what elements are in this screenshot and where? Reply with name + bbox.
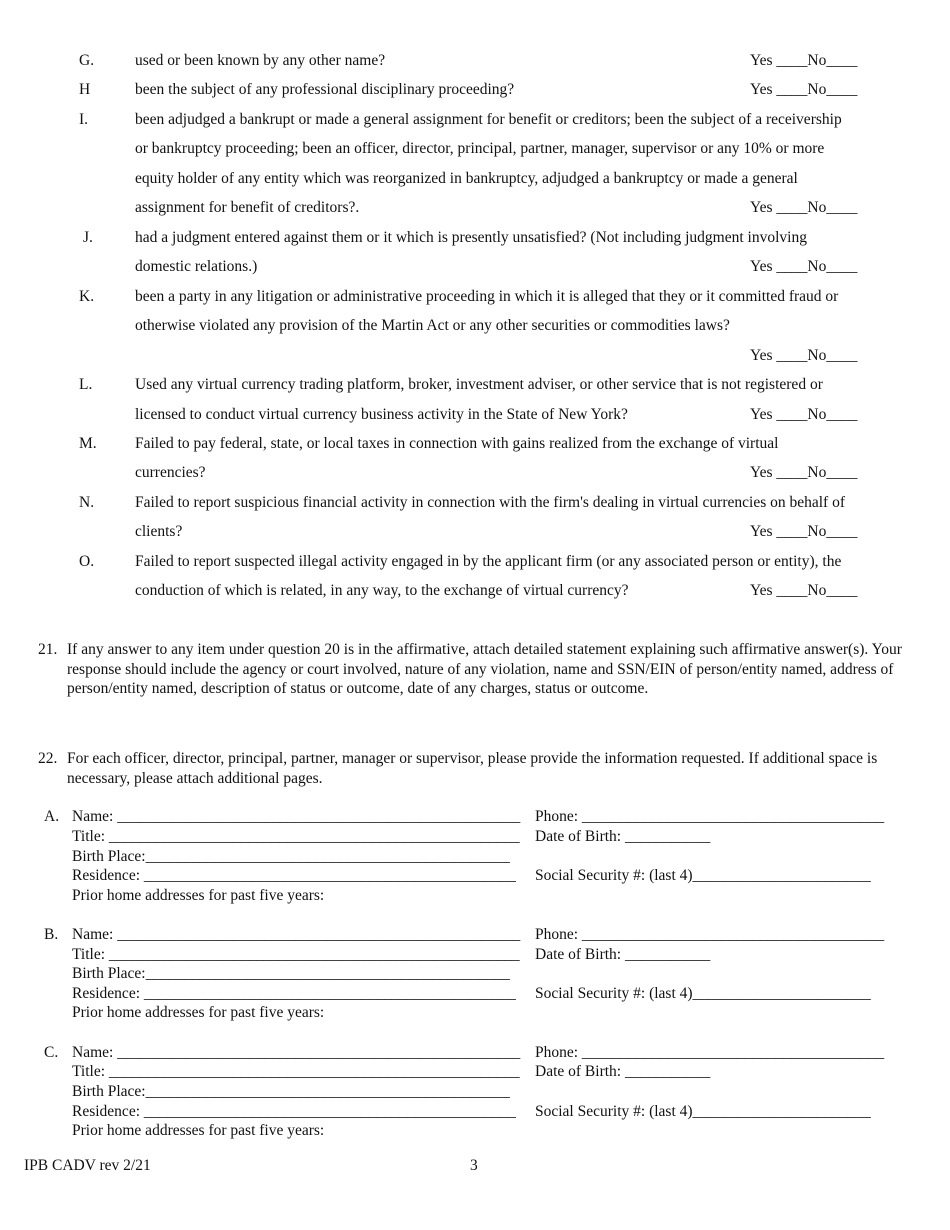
item-text-line: Failed to report suspicious financial activity in connection with the firm's dealing in virtual currencies on behalf of <box>135 494 845 511</box>
birth-place-field[interactable]: Birth Place:_______________________________________________ <box>72 848 510 865</box>
residence-field[interactable]: Residence: ________________________________________________ <box>72 1103 516 1120</box>
item-text-line: been the subject of any professional disciplinary proceeding? <box>135 81 515 98</box>
residence-field[interactable]: Residence: ________________________________________________ <box>72 985 516 1002</box>
item-letter: H <box>79 81 91 98</box>
item-text-line: or bankruptcy proceeding; been an officer, director, principal, partner, manager, supervisor or any 10% or more <box>135 140 825 157</box>
item-letter: M. <box>79 435 97 452</box>
yes-no-answer-field[interactable]: Yes ____No____ <box>750 464 858 481</box>
item-letter: I. <box>79 111 89 128</box>
yes-no-answer-field[interactable]: Yes ____No____ <box>750 582 858 599</box>
question-21-text: If any answer to any item under question 20 is in the affirmative, attach detailed statement explaining such affirmative answer(s). Your response should include the agency or court involved, nature of any violation, name and SSN/EIN of person/entity named, address of person/entity named, description of status or outcome, date of any charges, status or outcome. <box>67 641 902 697</box>
item-letter: J. <box>83 229 93 246</box>
item-text-line: been adjudged a bankrupt or made a general assignment for benefit or creditors; been the subject of a receivership <box>135 111 842 128</box>
title-field[interactable]: Title: _____________________________________________________ <box>72 828 520 845</box>
name-field[interactable]: Name: ____________________________________________________ <box>72 808 521 825</box>
name-field[interactable]: Name: ____________________________________________________ <box>72 1044 521 1061</box>
item-letter: G. <box>79 52 95 69</box>
date-of-birth-field[interactable]: Date of Birth: ___________ <box>535 828 711 845</box>
title-field[interactable]: Title: _____________________________________________________ <box>72 1063 520 1080</box>
prior-addresses-label: Prior home addresses for past five years: <box>72 1122 325 1139</box>
item-text-line: conduction of which is related, in any way, to the exchange of virtual currency? <box>135 582 629 599</box>
yes-no-answer-field[interactable]: Yes ____No____ <box>750 81 858 98</box>
item-text-line: domestic relations.) <box>135 258 258 275</box>
question-number: 22. <box>38 750 58 767</box>
name-field[interactable]: Name: ____________________________________________________ <box>72 926 521 943</box>
phone-field[interactable]: Phone: _______________________________________ <box>535 1044 885 1061</box>
item-text-line: clients? <box>135 523 183 540</box>
ssn-last4-field[interactable]: Social Security #: (last 4)_______________________ <box>535 867 871 884</box>
question-number: 21. <box>38 641 58 658</box>
item-text-line: used or been known by any other name? <box>135 52 386 69</box>
yes-no-answer-field[interactable]: Yes ____No____ <box>750 347 858 364</box>
yes-no-answer-field[interactable]: Yes ____No____ <box>750 52 858 69</box>
phone-field[interactable]: Phone: _______________________________________ <box>535 926 885 943</box>
item-text-line: been a party in any litigation or administrative proceeding in which it is alleged that they or it committed fraud or <box>135 288 839 305</box>
birth-place-field[interactable]: Birth Place:_______________________________________________ <box>72 965 510 982</box>
yes-no-answer-field[interactable]: Yes ____No____ <box>750 258 858 275</box>
phone-field[interactable]: Phone: _______________________________________ <box>535 808 885 825</box>
item-text-line: Failed to report suspected illegal activity engaged in by the applicant firm (or any associated person or entity), the <box>135 553 842 570</box>
item-letter: L. <box>79 376 93 393</box>
item-text-line: Used any virtual currency trading platform, broker, investment adviser, or other service that is not registered or <box>135 376 823 393</box>
page-number: 3 <box>470 1157 478 1174</box>
item-text-line: assignment for benefit of creditors?. <box>135 199 360 216</box>
item-letter: K. <box>79 288 95 305</box>
item-text-line: licensed to conduct virtual currency business activity in the State of New York? <box>135 406 628 423</box>
person-letter: A. <box>44 808 60 825</box>
person-letter: C. <box>44 1044 59 1061</box>
item-text-line: otherwise violated any provision of the Martin Act or any other securities or commodities laws? <box>135 317 730 334</box>
question-22-text: For each officer, director, principal, partner, manager or supervisor, please provide the information requested. If additional space is necessary, please attach additional pages. <box>67 750 878 787</box>
yes-no-answer-field[interactable]: Yes ____No____ <box>750 523 858 540</box>
item-text-line: currencies? <box>135 464 206 481</box>
yes-no-answer-field[interactable]: Yes ____No____ <box>750 406 858 423</box>
birth-place-field[interactable]: Birth Place:_______________________________________________ <box>72 1083 510 1100</box>
item-text-line: equity holder of any entity which was reorganized in bankruptcy, adjudged a bankruptcy or made a general <box>135 170 798 187</box>
person-letter: B. <box>44 926 59 943</box>
item-text-line: Failed to pay federal, state, or local taxes in connection with gains realized from the exchange of virtual <box>135 435 779 452</box>
item-letter: N. <box>79 494 95 511</box>
ssn-last4-field[interactable]: Social Security #: (last 4)_______________________ <box>535 985 871 1002</box>
prior-addresses-label: Prior home addresses for past five years: <box>72 887 325 904</box>
prior-addresses-label: Prior home addresses for past five years: <box>72 1004 325 1021</box>
item-text-line: had a judgment entered against them or it which is presently unsatisfied? (Not including judgment involving <box>135 229 807 246</box>
title-field[interactable]: Title: _____________________________________________________ <box>72 946 520 963</box>
residence-field[interactable]: Residence: ________________________________________________ <box>72 867 516 884</box>
form-id: IPB CADV rev 2/21 <box>24 1157 151 1174</box>
date-of-birth-field[interactable]: Date of Birth: ___________ <box>535 1063 711 1080</box>
yes-no-answer-field[interactable]: Yes ____No____ <box>750 199 858 216</box>
ssn-last4-field[interactable]: Social Security #: (last 4)_______________________ <box>535 1103 871 1120</box>
date-of-birth-field[interactable]: Date of Birth: ___________ <box>535 946 711 963</box>
item-letter: O. <box>79 553 95 570</box>
